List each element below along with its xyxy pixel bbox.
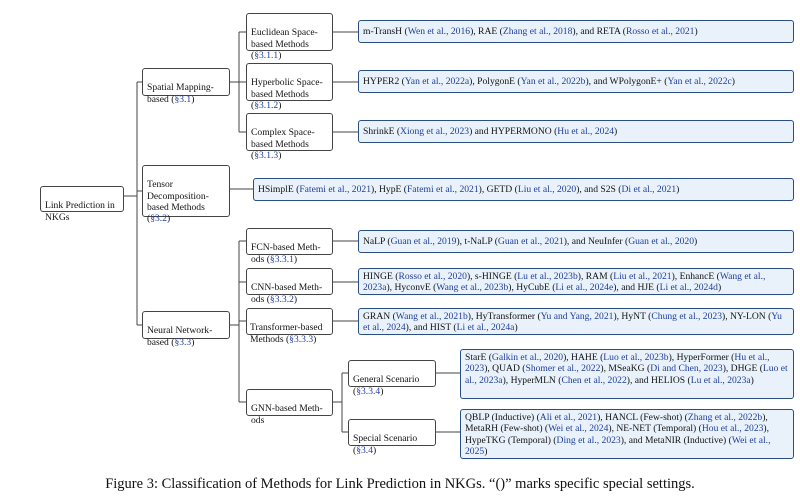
method-text: ): [676, 184, 680, 195]
method-text: HYPER2 (: [363, 76, 405, 87]
citation-link[interactable]: Ali et al., 2021: [539, 412, 598, 423]
citation-link[interactable]: Guan et al., 2021: [497, 236, 564, 247]
method-text: ), s-HINGE (: [466, 271, 518, 282]
citation-link[interactable]: Wei et al., 2024: [548, 423, 609, 435]
category-label: Spatial Mapping- based (: [147, 82, 214, 105]
method-text: ), HAHE (: [563, 352, 604, 363]
paren-close: ): [191, 93, 195, 105]
category-tensor-decomposition: [142, 165, 230, 225]
method-text: ): [484, 445, 488, 457]
method-text: ), and NeuInfer (: [563, 236, 629, 247]
citation-link[interactable]: Fatemi et al., 2021: [299, 184, 371, 195]
citation-link[interactable]: Chen et al., 2022: [561, 374, 627, 386]
section-ref[interactable]: §3.1.2: [254, 99, 279, 111]
method-text: ), and HJE (: [613, 282, 660, 294]
method-text: ShrinkE (: [363, 126, 401, 137]
subcategory-hyperbolic: [246, 63, 333, 111]
subcategory-label: Complex Space- based Methods (: [251, 127, 315, 161]
category-label: Neural Network- based (: [147, 325, 213, 348]
citation-link[interactable]: Zhang et al., 2022b: [687, 412, 763, 423]
subcategory-transformer: [246, 308, 333, 345]
method-text: ), t-NaLP (: [456, 236, 498, 247]
section-ref[interactable]: §3.1.1: [254, 49, 279, 61]
citation-link[interactable]: Liu et al., 2020: [517, 184, 577, 195]
citation-link[interactable]: Galkin et al., 2020: [491, 352, 564, 363]
paren-close: ): [278, 49, 282, 61]
section-ref[interactable]: §3.3.3: [289, 333, 314, 345]
citation-link[interactable]: Wei et al., 2025: [465, 434, 771, 457]
method-text: ), and MetaNIR (Inductive) (: [620, 434, 732, 446]
leaf-special-scenario-methods: [460, 409, 794, 459]
method-text: QBLP (Inductive) (: [465, 412, 540, 423]
method-text: ) and HYPERMONO (: [469, 126, 558, 137]
section-ref[interactable]: §3.3: [174, 336, 192, 348]
paren-close: ): [167, 213, 171, 225]
citation-link[interactable]: Luo et al., 2023b: [603, 352, 669, 363]
method-text: m-TransH (: [363, 26, 408, 37]
method-text: NaLP (: [363, 236, 391, 247]
subcategory-euclidean: [246, 13, 333, 61]
category-label: Tensor Decomposition- based Methods (: [147, 179, 209, 225]
method-text: HINGE (: [363, 271, 399, 282]
method-text: ), HyCubE (: [508, 282, 556, 294]
citation-link[interactable]: Ding et al., 2023: [556, 434, 621, 446]
leaf-transformer-methods: [358, 308, 794, 335]
section-ref[interactable]: §3.1: [174, 93, 192, 105]
method-text: ): [614, 126, 618, 137]
root-node: [40, 186, 124, 223]
leaf-general-scenario-methods: [460, 349, 794, 399]
method-text: ), NY-LON (: [722, 311, 772, 322]
method-text: ), and HELIOS (: [626, 374, 691, 386]
method-text: ), HyTransformer (: [467, 311, 541, 322]
leaf-tensor-methods: [253, 178, 794, 201]
scenario-special: [348, 419, 436, 456]
paren-close: ): [278, 99, 282, 111]
paren-close: ): [293, 253, 298, 265]
method-text: ), HyconvE (: [386, 282, 437, 294]
section-ref[interactable]: §3.3.4: [356, 385, 381, 397]
citation-link[interactable]: Rosso et al., 2020: [398, 271, 467, 282]
citation-link[interactable]: Chung et al., 2023: [651, 311, 722, 322]
citation-link[interactable]: Fatemi et al., 2021: [406, 184, 479, 195]
method-text: ), MetaRH (Few-shot) (: [465, 412, 768, 435]
subcategory-gnn: [246, 389, 333, 426]
citation-link[interactable]: Wang et al., 2023b: [436, 282, 509, 294]
citation-link[interactable]: Liu et al., 2021: [613, 271, 672, 282]
method-text: ), PolygonE (: [469, 76, 521, 87]
subcategory-cnn: [246, 268, 333, 305]
citation-link[interactable]: Li et al., 2024d: [659, 282, 718, 294]
method-text: ), GETD (: [478, 184, 518, 195]
method-text: ), RAM (: [577, 271, 614, 282]
citation-link[interactable]: Guan et al., 2019: [390, 236, 457, 247]
method-text: ): [694, 236, 698, 247]
citation-link[interactable]: Li et al., 2024a: [456, 322, 515, 334]
method-text: ): [694, 26, 698, 37]
category-spatial-mapping: [142, 68, 230, 105]
leaf-fcn-methods: [358, 230, 794, 253]
method-text: ), and WPolygonE+ (: [585, 76, 668, 87]
subcategory-label: GNN-based Meth- ods: [251, 403, 323, 426]
citation-link[interactable]: Luo et al., 2023a: [465, 363, 788, 386]
subcategory-label: Hyperbolic Space- based Methods (: [251, 77, 323, 111]
citation-link[interactable]: Wang et al., 2021b: [395, 311, 468, 322]
citation-link[interactable]: Shomer et al., 2022: [525, 363, 601, 375]
citation-link[interactable]: Guan et al., 2020: [628, 236, 695, 247]
citation-link[interactable]: Lu et al., 2023a: [690, 374, 751, 386]
paren-close: ): [278, 149, 282, 161]
citation-link[interactable]: Hou et al., 2023: [701, 423, 764, 435]
citation-link[interactable]: Wang et al., 2023a: [363, 271, 766, 294]
method-text: ): [514, 322, 518, 334]
method-text: ), and HIST (: [405, 322, 457, 334]
method-text: ), RAE (: [470, 26, 503, 37]
method-text: ), HyperMLN (: [502, 374, 562, 386]
section-ref[interactable]: §3.4: [356, 444, 373, 456]
leaf-euclidean-methods: [358, 20, 794, 43]
method-text: ), NE-NET (Temporal) (: [608, 423, 702, 435]
method-text: ), HypE (: [371, 184, 407, 195]
subcategory-label: CNN-based Meth- ods (: [251, 282, 323, 305]
paren-close: ): [380, 385, 384, 397]
method-text: ), HyperFormer (: [668, 352, 735, 363]
scenario-label: General Scenario (: [353, 374, 420, 397]
leaf-complex-methods: [358, 120, 794, 143]
citation-link[interactable]: Xiong et al., 2023: [400, 126, 470, 137]
citation-link[interactable]: Yan et al., 2022c: [667, 76, 732, 87]
subcategory-label: Transformer-based Methods (: [250, 322, 323, 345]
section-ref[interactable]: §3.3.2: [269, 293, 294, 305]
method-text: ), EnhancE (: [671, 271, 720, 282]
method-text: ): [731, 76, 735, 87]
root-label: Link Prediction in NKGs: [45, 200, 115, 223]
paren-close: ): [191, 336, 195, 348]
method-text: ), HANCL (Few-shot) (: [597, 412, 688, 423]
citation-link[interactable]: Wen et al., 2016: [407, 26, 471, 37]
method-text: StarE (: [465, 352, 492, 363]
citation-link[interactable]: Zhang et al., 2018: [502, 26, 573, 37]
citation-link[interactable]: Di and Chen, 2023: [650, 363, 723, 375]
citation-link[interactable]: Li et al., 2024e: [555, 282, 614, 294]
method-text: ): [750, 374, 754, 386]
citation-link[interactable]: Di et al., 2021: [621, 184, 677, 195]
method-text: ), DHGE (: [722, 363, 763, 375]
citation-link[interactable]: Hu et al., 2023: [465, 352, 770, 375]
subcategory-fcn: [246, 228, 333, 265]
scenario-general: [348, 360, 436, 397]
citation-link[interactable]: Yan et al., 2022b: [520, 76, 586, 87]
figure-caption: Figure 3: Classification of Methods for Link Prediction in NKGs. “()” marks specific special settings.: [105, 476, 695, 492]
paren-close: ): [293, 293, 298, 305]
method-text: ), HypeTKG (Temporal) (: [465, 423, 770, 446]
section-ref[interactable]: §3.3.1: [269, 253, 294, 265]
subcategory-label: Euclidean Space- based Methods (: [251, 27, 318, 61]
section-ref[interactable]: §3.1.3: [254, 149, 279, 161]
citation-link[interactable]: Yu and Yang, 2021: [540, 311, 614, 322]
section-ref[interactable]: §3.2: [150, 213, 167, 225]
method-text: ), QUAD (: [484, 363, 526, 375]
method-text: ), and S2S (: [576, 184, 622, 195]
leaf-cnn-methods: [358, 268, 794, 295]
subcategory-complex: [246, 113, 333, 161]
subcategory-label: FCN-based Meth- ods (: [251, 242, 321, 265]
method-text: ), and RETA (: [572, 26, 626, 37]
paren-close: ): [373, 444, 377, 456]
method-text: ), MSeaKG (: [600, 363, 651, 375]
method-text: ): [717, 282, 722, 294]
scenario-label: Special Scenario (: [353, 433, 418, 456]
method-text: ), HyNT (: [613, 311, 652, 322]
citation-link[interactable]: Rosso et al., 2021: [625, 26, 695, 37]
citation-link[interactable]: Hu et al., 2024: [557, 126, 615, 137]
paren-close: ): [313, 333, 317, 345]
leaf-hyperbolic-methods: [358, 70, 794, 93]
method-text: GRAN (: [363, 311, 396, 322]
citation-link[interactable]: Yu et al., 2024: [363, 311, 782, 334]
citation-link[interactable]: Lu et al., 2023b: [517, 271, 578, 282]
category-neural-network: [142, 311, 230, 348]
citation-link[interactable]: Yan et al., 2022a: [404, 76, 470, 87]
method-text: HSimplE (: [258, 184, 300, 195]
